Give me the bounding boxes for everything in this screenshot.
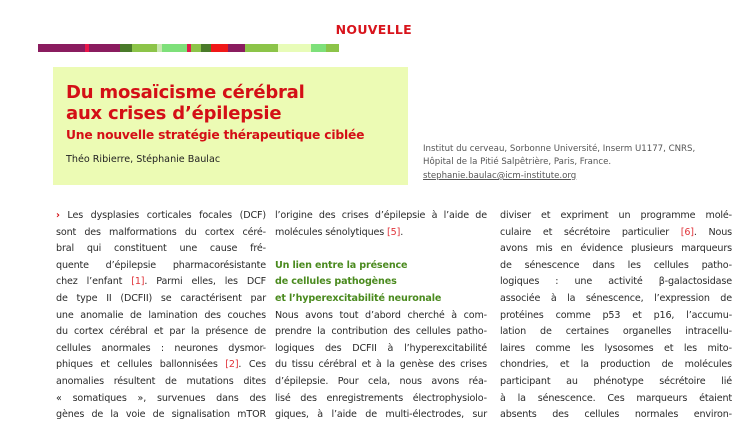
paragraph-line: anomalies résultent de mutations dites <box>56 375 266 387</box>
color-bar-segment <box>89 44 120 52</box>
paragraph-line: quente d’épilepsie pharmacorésistante <box>56 259 266 271</box>
paragraph-line: d’épilepsie. Pour cela, nous avons réa- <box>275 375 487 387</box>
paragraph-line: sont des malformations du cortex céré- <box>56 226 266 238</box>
citation-link[interactable]: [6] <box>680 226 694 238</box>
paragraph-line: Nous avons tout d’abord cherché à com- <box>275 309 487 321</box>
paragraph-line: à la sénescence. Ces marqueurs étaient <box>500 392 732 404</box>
section-subheading-line: et l’hyperexcitabilité neuronale <box>275 292 442 304</box>
paragraph-spacer <box>275 241 487 258</box>
paragraph-line: logiques : une activité β-galactosidase <box>500 276 732 288</box>
paragraph-line: diviser et expriment un programme molé- <box>500 210 732 221</box>
affiliation-line-2: Hôpital de la Pitié Salpêtrière, Paris, France. <box>423 157 612 168</box>
paragraph-line: associée à la sénescence, l’expression de <box>500 292 732 304</box>
affiliation-block <box>423 143 733 183</box>
paragraph-line: molécules sénolytiques [5]. <box>275 226 404 238</box>
affiliation-line-1: Institut du cerveau, Sorbonne Université, Inserm U1177, CNRS, <box>423 144 696 154</box>
paragraph-line: du tissu cérébral et à la genèse des crises <box>275 359 487 371</box>
text-column-3 <box>500 208 732 422</box>
color-bar-segment <box>228 44 245 52</box>
paragraph-line: lisé des enregistrements électrophysiolo- <box>275 392 487 404</box>
title-line-1: Du mosaïcisme cérébral <box>66 82 305 103</box>
paragraph-line: bral qui constituent une cause fré- <box>56 243 266 255</box>
text-column-2 <box>275 208 487 422</box>
paragraph-line: une anomalie de lamination des couches <box>56 309 266 321</box>
color-bar-segment <box>132 44 157 52</box>
section-subheading-line: Un lien entre la présence <box>275 259 408 271</box>
article-title <box>66 82 396 124</box>
section-label: NOUVELLE <box>335 22 412 37</box>
paragraph-line: gènes de la voie de signalisation mTOR <box>56 409 266 421</box>
color-bar-segment <box>311 44 326 52</box>
author-email-link[interactable]: stephanie.baulac@icm-institute.org <box>423 170 577 181</box>
paragraph-line: culaire et sécrétoire particulier [6]. Nous <box>500 226 732 238</box>
paragraph-line: › Les dysplasies corticales focales (DCF) <box>56 210 266 221</box>
article-authors: Théo Ribierre, Stéphanie Baulac <box>66 154 221 165</box>
color-bar-segment <box>38 44 85 52</box>
paragraph-line: de sénescence dans les cellules patho- <box>500 259 732 271</box>
title-line-2: aux crises d’épilepsie <box>66 103 282 124</box>
decorative-color-bar <box>38 44 410 52</box>
article-subtitle: Une nouvelle stratégie thérapeutique ciblée <box>66 128 365 142</box>
paragraph-line: « somatiques », survenues dans des <box>56 392 266 404</box>
paragraph-line: absents des cellules normales environ- <box>500 409 732 421</box>
paragraph-line: lation de certaines organelles intracellu- <box>500 326 732 338</box>
paragraph-line: l’origine des crises d’épilepsie à l’aide de <box>275 210 487 221</box>
paragraph-line: prendre la contribution des cellules patho- <box>275 326 487 338</box>
color-bar-segment <box>162 44 187 52</box>
color-bar-segment <box>245 44 278 52</box>
paragraph-line: laires comme les lysosomes et les mito- <box>500 342 732 354</box>
color-bar-segment <box>211 44 228 52</box>
paragraph-line: cellules anormales : neurones dysmor- <box>56 342 266 354</box>
color-bar-segment <box>326 44 339 52</box>
citation-link[interactable]: [1] <box>131 276 145 288</box>
color-bar-segment <box>201 44 211 52</box>
paragraph-line: avons mis en évidence plusieurs marqueurs <box>500 243 732 255</box>
paragraph-line: du cortex cérébral et par la présence de <box>56 326 266 338</box>
color-bar-segment <box>278 44 311 52</box>
paragraph-line: participant au phénotype sécrétoire lié <box>500 375 732 387</box>
color-bar-segment <box>120 44 132 52</box>
paragraph-line: giques, à l’aide de multi-électrodes, sur <box>275 409 487 421</box>
paragraph-line: protéines comme p53 et p16, l’accumu- <box>500 309 732 321</box>
section-subheading-line: de cellules pathogènes <box>275 276 397 288</box>
citation-link[interactable]: [2] <box>225 359 239 371</box>
paragraph-line: phiques et cellules ballonnisées [2]. Ces <box>56 359 266 371</box>
citation-link[interactable]: [5] <box>387 226 401 238</box>
text-column-1 <box>56 208 266 422</box>
paragraph-line: chondries, et la production de molécules <box>500 359 732 371</box>
color-bar-segment <box>191 44 201 52</box>
paragraph-line: chez l’enfant [1]. Parmi elles, les DCF <box>56 276 267 288</box>
arrow-marker-icon: › <box>56 210 60 221</box>
paragraph-line: de type II (DCFII) se caractérisent par <box>56 292 266 304</box>
paragraph-line: logiques des DCFII à l’hyperexcitabilité <box>275 342 487 354</box>
